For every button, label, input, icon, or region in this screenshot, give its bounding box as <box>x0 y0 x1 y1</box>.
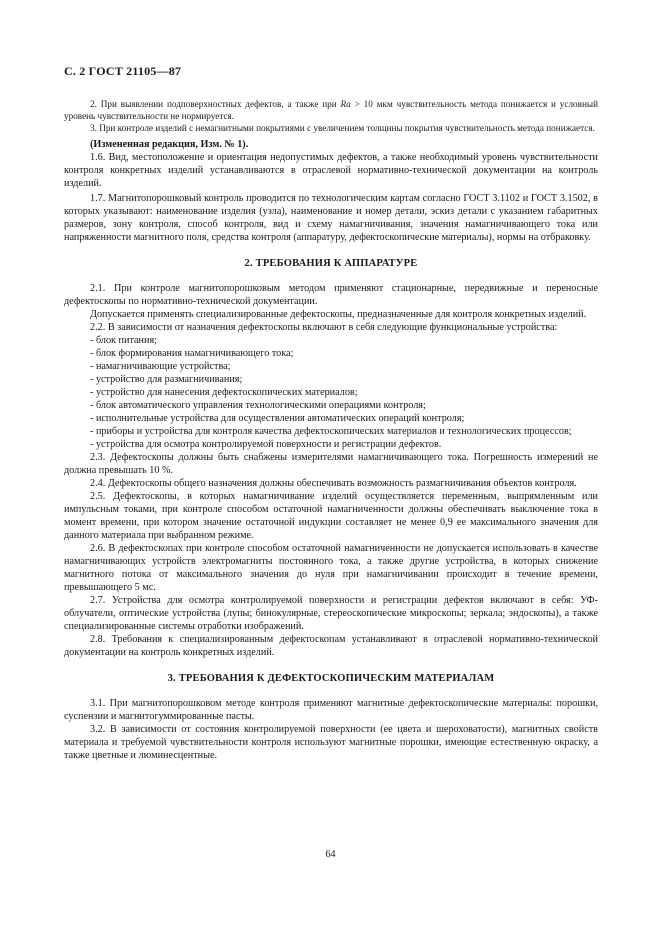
paragraph-1-6: 1.6. Вид, местоположение и ориентация недопустимых дефектов, а также необходимый уровень чувствительности контроля конкретных изделий устанавливаются в отраслевой нормативно-технической документации на контроль изделий. <box>64 152 598 189</box>
paragraph-2-1: 2.1. При контроле магнитопорошковым методом применяют стационарные, передвижные и переносные дефектоскопы по нормативно-технической документации. <box>64 283 598 307</box>
paragraph-3-1: 3.1. При магнитопорошковом методе контроля применяют магнитные дефектоскопические материалы: порошки, суспензии и магнитогуммированные пасты. <box>64 698 598 722</box>
roughness-symbol: Ra <box>340 99 351 109</box>
list-item: - исполнительные устройства для осуществления автоматических операций контроля; <box>90 413 465 424</box>
list-item: - приборы и устройства для контроля качества дефектоскопических материалов и технологических процессов; <box>90 426 572 437</box>
note-3: 3. При контроле изделий с немагнитными покрытиями с увеличением толщины покрытия чувствительность метода понижается. <box>90 123 595 133</box>
page-header: С. 2 ГОСТ 21105—87 <box>64 64 182 78</box>
page-number: 64 <box>325 849 336 860</box>
paragraph-1-7: 1.7. Магнитопорошковый контроль проводится по технологическим картам согласно ГОСТ 3.1102 и ГОСТ 3.1502, в которых указывают: наименование изделия (узла), наименование и номер детали, эскиз детали с указанием габаритных размеров, зону контроля, способ контроля, вид и схему намагничивания, значения намагничивающего тока или напряженности магнитного поля, средства контроля (аппаратуру, дефектоскопические материалы), нормы на отбраковку. <box>64 193 598 243</box>
section-2-heading: 2. ТРЕБОВАНИЯ К АППАРАТУРЕ <box>244 258 418 269</box>
document-body <box>64 98 598 762</box>
section-3-heading: 3. ТРЕБОВАНИЯ К ДЕФЕКТОСКОПИЧЕСКИМ МАТЕРИАЛАМ <box>167 673 495 684</box>
list-item: - блок питания; <box>90 335 157 346</box>
paragraph-3-2: 3.2. В зависимости от состояния контролируемой поверхности (ее цвета и шероховатости), магнитных свойств материала и требуемой чувствительности контроля используют магнитные порошки, имеющие естественную окраску, а также цветные и люминесцентные. <box>64 724 598 761</box>
note-2: 2. При выявлении подповерхностных дефектов, а также при Ra > 10 мкм чувствительность метода понижается и условный уровень чувствительности не нормируется. <box>64 99 598 121</box>
paragraph-2-8: 2.8. Требования к специализированным дефектоскопам устанавливают в отраслевой нормативно-технической документации на контроль конкретных изделий. <box>64 634 598 658</box>
paragraph-2-5: 2.5. Дефектоскопы, в которых намагничивание изделий осуществляется переменным, выпрямленным или импульсным токами, при контроле способом остаточной намагниченности должны обеспечивать выключение тока в момент времени, при котором значение остаточной индукции составляет не менее 0,9 ее максимального значения для данного материала при выбранном режиме. <box>64 491 598 541</box>
device-list <box>64 334 598 451</box>
list-item: - устройство для размагничивания; <box>90 374 243 385</box>
list-item: - устройство для нанесения дефектоскопических материалов; <box>90 387 358 398</box>
list-item: - блок автоматического управления технологическими операциями контроля; <box>90 400 426 411</box>
paragraph-2-6: 2.6. В дефектоскопах при контроле способом остаточной намагниченности не допускается использовать в качестве намагничивающих устройств электромагниты постоянного тока, а также другие устройства, в которых снижение магнитного потока от максимального значения до нуля при намагничивании происходит в течение времени, превышающего 5 мс. <box>64 543 598 593</box>
paragraph-2-4: 2.4. Дефектоскопы общего назначения должны обеспечивать возможность размагничивания объектов контроля. <box>90 478 577 489</box>
paragraph-2-7: 2.7. Устройства для осмотра контролируемой поверхности и регистрации дефектов включают в себя: УФ-облучатели, оптические устройства (лупы; бинокулярные, стереоскопические микроскопы; зеркала; эндоскопы), а также специализированные системы отработки изображений. <box>64 595 598 632</box>
list-item: - блок формирования намагничивающего тока; <box>90 348 294 359</box>
paragraph-2-3: 2.3. Дефектоскопы должны быть снабжены измерителями намагничивающего тока. Погрешность измерений не должна превышать 10 %. <box>64 452 598 476</box>
paragraph-2-2: 2.2. В зависимости от назначения дефектоскопы включают в себя следующие функциональные устройства: <box>90 322 558 333</box>
list-item: - намагничивающие устройства; <box>90 361 231 372</box>
list-item: - устройства для осмотра контролируемой поверхности и регистрации дефектов. <box>90 439 442 450</box>
paragraph-2-1b: Допускается применять специализированные дефектоскопы, предназначенные для контроля конкретных изделий. <box>90 309 587 320</box>
edit-note: (Измененная редакция, Изм. № 1). <box>90 139 249 150</box>
